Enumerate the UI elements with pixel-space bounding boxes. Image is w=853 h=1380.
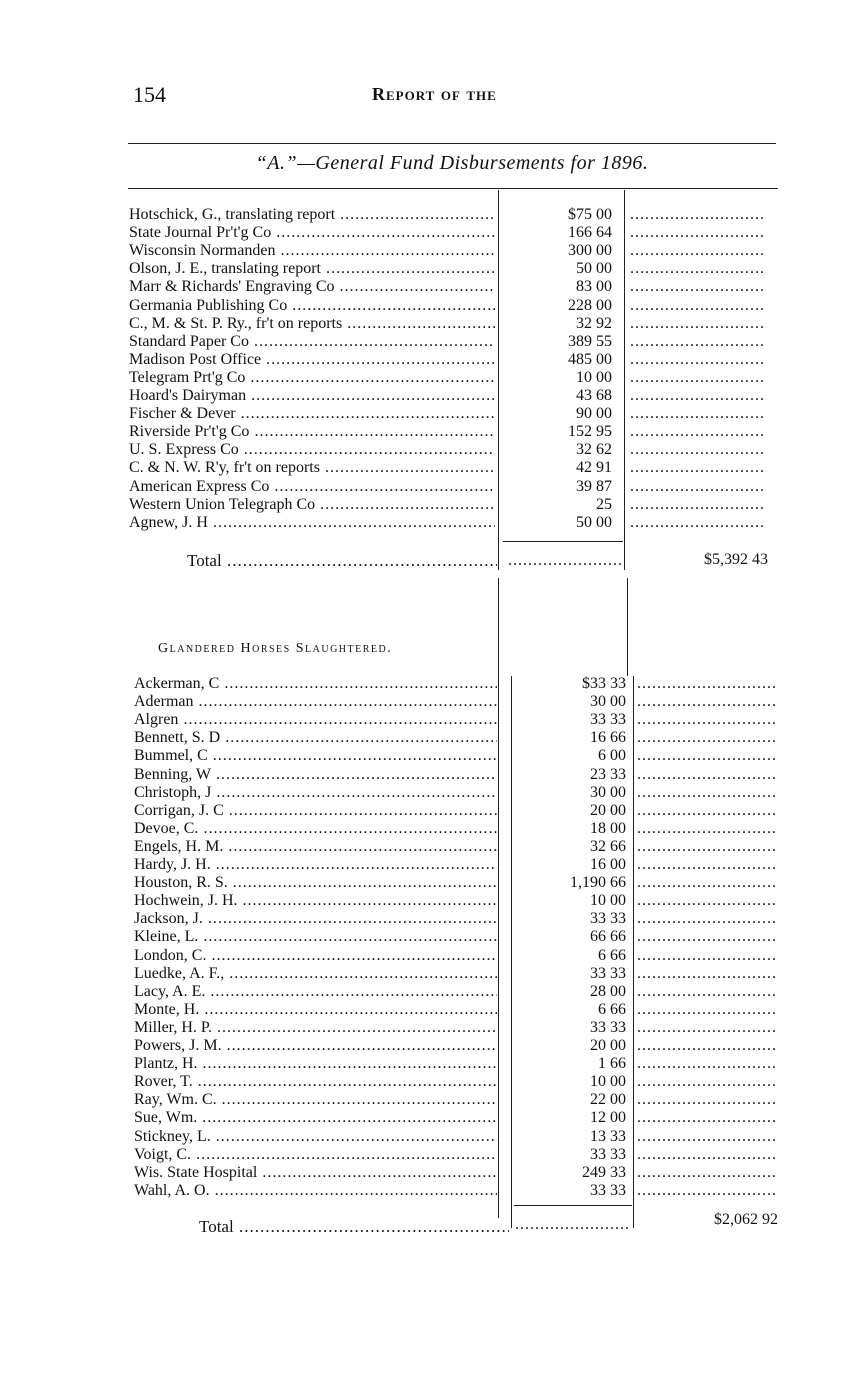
- table-row: [0, 1109, 853, 1127]
- amount: 83 00: [576, 278, 612, 296]
- table-row: [0, 297, 853, 315]
- page-number: 154: [133, 82, 166, 107]
- payee-name: American Express Co .....: [129, 478, 495, 496]
- table-row: [0, 675, 853, 693]
- payee-name: Bennett, S. D .....: [134, 729, 497, 747]
- table-row: [0, 1164, 853, 1182]
- leader-dots: [630, 514, 766, 532]
- amount: 166 64: [568, 224, 612, 242]
- amount: 20 00: [590, 1037, 626, 1054]
- table-row: [0, 242, 853, 260]
- payee-name: Jackson, J. .....: [134, 910, 497, 928]
- table-row: [0, 1182, 853, 1200]
- section2-total-dots: [515, 1216, 631, 1234]
- amount: $75 00: [568, 206, 612, 223]
- amount: 152 95: [568, 423, 612, 441]
- payee-name: Madison Post Office .....: [129, 351, 495, 369]
- table-row: [0, 965, 853, 983]
- table-row: [0, 892, 853, 910]
- payee-name: U. S. Express Co .....: [129, 441, 495, 459]
- payee-name: Hardy, J. H. .....: [134, 856, 497, 874]
- table-row: [0, 1091, 853, 1109]
- leader-dots: [637, 1182, 777, 1200]
- amount: 16 66: [590, 729, 626, 747]
- section1-total-amount: $5,392 43: [704, 551, 768, 568]
- table-row: [0, 874, 853, 892]
- amount: 22 00: [590, 1091, 626, 1109]
- leader-dots: [630, 387, 766, 405]
- payee-name: Hochwein, J. H. .....: [134, 892, 497, 910]
- table-row: [0, 351, 853, 369]
- amount: 10 00: [590, 892, 626, 910]
- leader-dots: [630, 459, 766, 477]
- amount: 1,190 66: [570, 874, 626, 892]
- table-row: [0, 1128, 853, 1146]
- amount: 39 87: [576, 477, 612, 495]
- table-row: [0, 514, 853, 532]
- amount: 32 62: [576, 441, 612, 459]
- payee-name: Bummel, C .....: [134, 747, 497, 765]
- amount: 20 00: [590, 801, 626, 819]
- top-rule: [128, 143, 776, 144]
- leader-dots: [637, 983, 777, 1001]
- amount: 32 92: [576, 314, 612, 332]
- leader-dots: [637, 965, 777, 983]
- amount: 33 33: [590, 711, 626, 729]
- amount: 66 66: [590, 928, 626, 946]
- leader-dots: [637, 729, 777, 747]
- leader-dots: [630, 278, 766, 296]
- table-row: [0, 1055, 853, 1073]
- payee-name: Stickney, L. .....: [134, 1128, 497, 1146]
- subtotal-rule-1: [503, 541, 623, 542]
- payee-name: Wisconsin Normanden .....: [129, 242, 495, 260]
- amount: 25: [596, 495, 612, 513]
- amount: 16 00: [590, 856, 626, 873]
- table-title: “A.”—General Fund Disbursements for 1896.: [255, 152, 649, 174]
- amount: 10 00: [576, 368, 612, 386]
- amount: 33 33: [590, 964, 626, 982]
- leader-dots: [637, 711, 777, 729]
- amount: 12 00: [590, 1109, 626, 1127]
- amount: 228 00: [568, 296, 612, 314]
- section2-total-amount: $2,062 92: [714, 1211, 778, 1228]
- amount: 485 00: [568, 350, 612, 368]
- table-row: [0, 1146, 853, 1164]
- payee-name: Lacy, A. E. .....: [134, 983, 497, 1001]
- payee-name: Engels, H. M. .....: [134, 838, 497, 856]
- leader-dots: [637, 874, 777, 892]
- table-row: [0, 206, 853, 224]
- table-row: [0, 802, 853, 820]
- table-row: [0, 693, 853, 711]
- payee-name: Kleine, L. .....: [134, 928, 497, 946]
- amount: 50 00: [576, 260, 612, 278]
- payee-name: Telegram Prt'g Co .....: [129, 369, 495, 387]
- payee-name: Algren .....: [134, 711, 497, 729]
- leader-dots: [637, 1019, 777, 1037]
- table-row: [0, 496, 853, 514]
- leader-dots: [637, 892, 777, 910]
- leader-dots: [630, 496, 766, 514]
- amount: 33 33: [590, 1181, 626, 1199]
- table-row: [0, 784, 853, 802]
- table-row: [0, 838, 853, 856]
- leader-dots: [630, 369, 766, 387]
- amount: 90 00: [576, 405, 612, 423]
- section1-total-dots: [508, 552, 622, 570]
- payee-name: Corrigan, J. C .....: [134, 802, 497, 820]
- leader-dots: [637, 693, 777, 711]
- payee-name: Hoard's Dairyman .....: [129, 387, 495, 405]
- amount: 30 00: [590, 693, 626, 711]
- table-row: [0, 711, 853, 729]
- leader-dots: [630, 405, 766, 423]
- table-row: [0, 459, 853, 477]
- table-row: [0, 369, 853, 387]
- payee-name: Benning, W .....: [134, 766, 497, 784]
- amount: 249 33: [582, 1163, 626, 1181]
- section-heading: Glandered Horses Slaughtered.: [158, 641, 393, 656]
- leader-dots: [637, 802, 777, 820]
- amount: 300 00: [568, 242, 612, 260]
- payee-name: Sue, Wm. .....: [134, 1109, 497, 1127]
- leader-dots: [637, 1091, 777, 1109]
- leader-dots: [637, 1109, 777, 1127]
- table-row: [0, 820, 853, 838]
- amount: 6 66: [598, 1000, 626, 1018]
- leader-dots: [637, 1146, 777, 1164]
- leader-dots: [630, 315, 766, 333]
- table-row: [0, 278, 853, 296]
- amount: 389 55: [568, 332, 612, 350]
- leader-dots: [637, 1164, 777, 1182]
- leader-dots: [637, 928, 777, 946]
- amount: 32 66: [590, 837, 626, 855]
- table-row: [0, 387, 853, 405]
- payee-name: Fischer & Dever .....: [129, 405, 495, 423]
- leader-dots: [637, 784, 777, 802]
- leader-dots: [630, 297, 766, 315]
- payee-name: Luedke, A. F., .....: [134, 965, 497, 983]
- leader-dots: [630, 206, 766, 224]
- payee-name: Ackerman, C .....: [134, 675, 497, 693]
- table-row: [0, 224, 853, 242]
- table-row: [0, 983, 853, 1001]
- column-rule-4: [627, 578, 628, 676]
- leader-dots: [630, 351, 766, 369]
- leader-dots: [630, 224, 766, 242]
- table-row: [0, 1001, 853, 1019]
- leader-dots: [630, 333, 766, 351]
- section2-total-label: [199, 1217, 509, 1237]
- table-row: [0, 405, 853, 423]
- table-row: [0, 260, 853, 278]
- payee-name: C. & N. W. R'y, fr't on reports .....: [129, 459, 495, 477]
- leader-dots: [630, 260, 766, 278]
- table-row: [0, 766, 853, 784]
- amount: 42 91: [576, 459, 612, 477]
- amount: 18 00: [590, 819, 626, 837]
- payee-name: Marr & Richards' Engraving Co .....: [129, 278, 495, 296]
- table-row: [0, 441, 853, 459]
- amount: 6 66: [598, 946, 626, 964]
- table-row: [0, 947, 853, 965]
- table-row: [0, 315, 853, 333]
- payee-name: Wahl, A. O. .....: [134, 1182, 497, 1200]
- payee-name: Miller, H. P. .....: [134, 1019, 497, 1037]
- payee-name: Riverside Pr't'g Co .....: [129, 423, 495, 441]
- amount: $33 33: [582, 675, 626, 692]
- payee-name: Olson, J. E., translating report .....: [129, 260, 495, 278]
- amount: 50 00: [576, 513, 612, 531]
- table-row: [0, 478, 853, 496]
- leader-dots: [637, 1128, 777, 1146]
- amount: 28 00: [590, 982, 626, 1000]
- leader-dots: [637, 910, 777, 928]
- payee-name: Houston, R. S. .....: [134, 874, 497, 892]
- table-row: [0, 856, 853, 874]
- table-row: [0, 747, 853, 765]
- payee-name: Plantz, H. .....: [134, 1055, 497, 1073]
- payee-name: Western Union Telegraph Co .....: [129, 496, 495, 514]
- leader-dots: [637, 838, 777, 856]
- payee-name: Standard Paper Co .....: [129, 333, 495, 351]
- amount: 33 33: [590, 910, 626, 928]
- leader-dots: [637, 675, 777, 693]
- section1-total-text: Total .....: [187, 551, 497, 570]
- amount: 33 33: [590, 1145, 626, 1163]
- payee-name: State Journal Pr't'g Co .....: [129, 224, 495, 242]
- payee-name: Christoph, J .....: [134, 784, 497, 802]
- payee-name: Germania Publishing Co .....: [129, 297, 495, 315]
- leader-dots: [637, 1055, 777, 1073]
- amount: 23 33: [590, 765, 626, 783]
- table-row: [0, 928, 853, 946]
- table-row: [0, 333, 853, 351]
- leader-dots: [637, 820, 777, 838]
- payee-name: Hotschick, G., translating report .....: [129, 206, 495, 224]
- amount: 30 00: [590, 783, 626, 801]
- leader-dots: [637, 1037, 777, 1055]
- table-row: [0, 1073, 853, 1091]
- table-row: [0, 423, 853, 441]
- payee-name: Aderman .....: [134, 693, 497, 711]
- section2-total-text: Total .....: [199, 1217, 509, 1236]
- amount: 33 33: [590, 1018, 626, 1036]
- table-row: [0, 729, 853, 747]
- table-row: [0, 910, 853, 928]
- amount: 10 00: [590, 1073, 626, 1091]
- amount: 43 68: [576, 387, 612, 404]
- payee-name: Voigt, C. .....: [134, 1146, 497, 1164]
- section1-total-label: [187, 551, 497, 571]
- leader-dots: [637, 747, 777, 765]
- leader-dots: [630, 423, 766, 441]
- leader-dots: [630, 242, 766, 260]
- payee-name: Ray, Wm. C. .....: [134, 1091, 497, 1109]
- payee-name: Powers, J. M. .....: [134, 1037, 497, 1055]
- payee-name: Agnew, J. H .....: [129, 514, 495, 532]
- payee-name: Wis. State Hospital .....: [134, 1164, 497, 1182]
- leader-dots: [637, 856, 777, 874]
- title-rule: [128, 188, 778, 189]
- leader-dots: [630, 478, 766, 496]
- leader-dots: [637, 1073, 777, 1091]
- payee-name: Monte, H. .....: [134, 1001, 497, 1019]
- table-row: [0, 1037, 853, 1055]
- leader-dots: [630, 441, 766, 459]
- amount: 13 33: [590, 1127, 626, 1145]
- payee-name: Devoe, C. .....: [134, 820, 497, 838]
- leader-dots: [637, 766, 777, 784]
- payee-name: London, C. .....: [134, 947, 497, 965]
- subtotal-rule-2: [514, 1205, 632, 1206]
- payee-name: Rover, T. .....: [134, 1073, 497, 1091]
- leader-dots: [637, 947, 777, 965]
- payee-name: C., M. & St. P. Ry., fr't on reports .....: [129, 315, 495, 333]
- leader-dots: [637, 1001, 777, 1019]
- running-head: Report of the: [372, 84, 497, 104]
- amount: 6 00: [598, 747, 626, 765]
- amount: 1 66: [598, 1055, 626, 1073]
- table-row: [0, 1019, 853, 1037]
